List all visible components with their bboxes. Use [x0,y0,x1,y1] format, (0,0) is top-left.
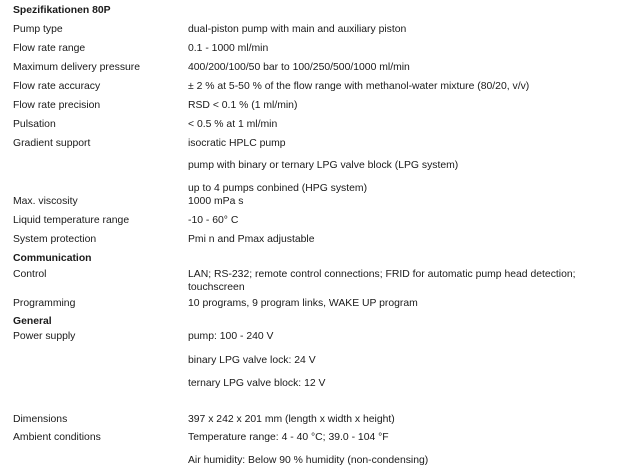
value-control: LAN; RS-232; remote control connections; FRID for automatic pump head detection; touchscreen [188,269,576,293]
value-ambient-temperature: Temperature range: 4 - 40 °C; 39.0 - 104 °F [188,432,389,443]
value-max-delivery-pressure: 400/200/100/50 bar to 100/250/500/1000 ml/min [188,62,410,73]
label-control: Control [13,269,47,280]
label-gradient-support: Gradient support [13,138,91,149]
value-power-supply-2: binary LPG valve lock: 24 V [188,355,316,366]
value-flow-rate-precision: RSD < 0.1 % (1 ml/min) [188,100,298,111]
label-programming: Programming [13,298,76,309]
value-system-protection: Pmi n and Pmax adjustable [188,234,315,245]
value-gradient-support-3: up to 4 pumps conbined (HPG system) [188,183,368,194]
value-power-supply-3: ternary LPG valve block: 12 V [188,378,326,389]
value-gradient-support-2: pump with binary or ternary LPG valve block (LPG system) [188,160,459,171]
label-pump-type: Pump type [13,24,63,35]
label-pulsation: Pulsation [13,119,56,130]
label-flow-rate-precision: Flow rate precision [13,100,101,111]
value-liquid-temp-range: -10 - 60° C [188,215,239,226]
value-flow-rate-accuracy: ± 2 % at 5-50 % of the flow range with methanol-water mixture (80/20, v/v) [188,81,530,92]
value-power-supply-1: pump: 100 - 240 V [188,331,274,342]
section-title-communication: Communication [13,253,92,264]
label-flow-rate-accuracy: Flow rate accuracy [13,81,101,92]
value-programming: 10 programs, 9 program links, WAKE UP program [188,298,418,309]
value-dimensions: 397 x 242 x 201 mm (length x width x height) [188,414,395,425]
label-liquid-temp-range: Liquid temperature range [13,215,130,226]
value-flow-rate-range: 0.1 - 1000 ml/min [188,43,269,54]
label-dimensions: Dimensions [13,414,68,425]
value-pulsation: < 0.5 % at 1 ml/min [188,119,278,130]
label-max-delivery-pressure: Maximum delivery pressure [13,62,141,73]
label-ambient-conditions: Ambient conditions [13,432,101,443]
label-max-viscosity: Max. viscosity [13,196,78,207]
value-pump-type: dual-piston pump with main and auxiliary piston [188,24,407,35]
value-ambient-humidity: Air humidity: Below 90 % humidity (non-condensing) [188,455,429,466]
label-flow-rate-range: Flow rate range [13,43,86,54]
label-system-protection: System protection [13,234,97,245]
section-title-general: General [13,316,52,327]
value-gradient-support-1: isocratic HPLC pump [188,138,286,149]
label-power-supply: Power supply [13,331,76,342]
value-max-viscosity: 1000 mPa s [188,196,244,207]
section-title-specifications: Spezifikationen 80P [13,5,111,16]
